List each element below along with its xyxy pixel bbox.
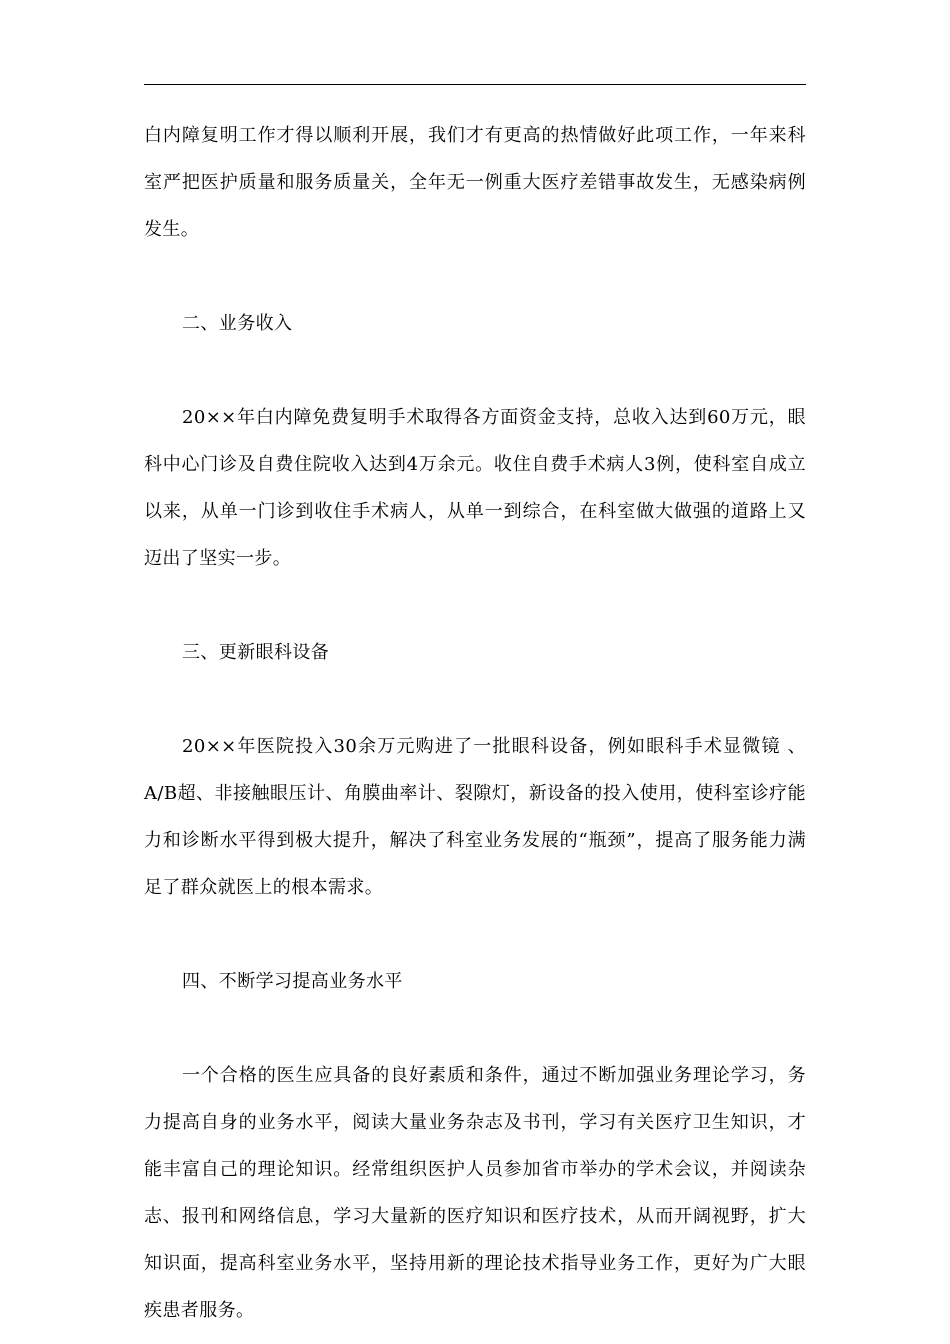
document-body <box>144 112 806 1334</box>
paragraph-gap <box>144 911 806 958</box>
section-heading-learning: 四、不断学习提高业务水平 <box>182 971 403 992</box>
paragraph-continuation: 白内障复明工作才得以顺利开展，我们才有更高的热情做好此项工作，一年来科室严把医护质量和服务质量关，全年无一例重大医疗差错事故发生，无感染病例发生。 <box>144 125 806 240</box>
header-rule <box>144 84 806 85</box>
paragraph-gap <box>144 347 806 394</box>
paragraph-equipment: 20××年医院投入30余万元购进了一批眼科设备，例如眼科手术显微镜 、A/B超、非接触眼压计、角膜曲率计、裂隙灯，新设备的投入使用，使科室诊疗能力和诊断水平得到极大提升，解决了科室业务发展的“瓶颈”，提高了服务能力满足了群众就医上的根本需求。 <box>144 736 806 898</box>
section-heading-equipment: 三、更新眼科设备 <box>182 642 330 663</box>
paragraph-gap <box>144 253 806 300</box>
paragraph-gap <box>144 676 806 723</box>
section-heading-business-income: 二、业务收入 <box>182 313 293 334</box>
paragraph-business-income: 20××年白内障免费复明手术取得各方面资金支持，总收入达到60万元，眼科中心门诊及自费住院收入达到4万余元。收住自费手术病人3例，使科室自成立以来，从单一门诊到收住手术病人，从单一到综合，在科室做大做强的道路上又迈出了坚实一步。 <box>144 407 806 569</box>
paragraph-gap <box>144 582 806 629</box>
paragraph-learning: 一个合格的医生应具备的良好素质和条件，通过不断加强业务理论学习，务力提高自身的业务水平，阅读大量业务杂志及书刊，学习有关医疗卫生知识，才能丰富自己的理论知识。经常组织医护人员参加省市举办的学术会议，并阅读杂志、报刊和网络信息，学习大量新的医疗知识和医疗技术，从而开阔视野，扩大知识面，提高科室业务水平，坚持用新的理论技术指导业务工作，更好为广大眼疾患者服务。 <box>144 1065 806 1321</box>
paragraph-gap <box>144 1005 806 1052</box>
